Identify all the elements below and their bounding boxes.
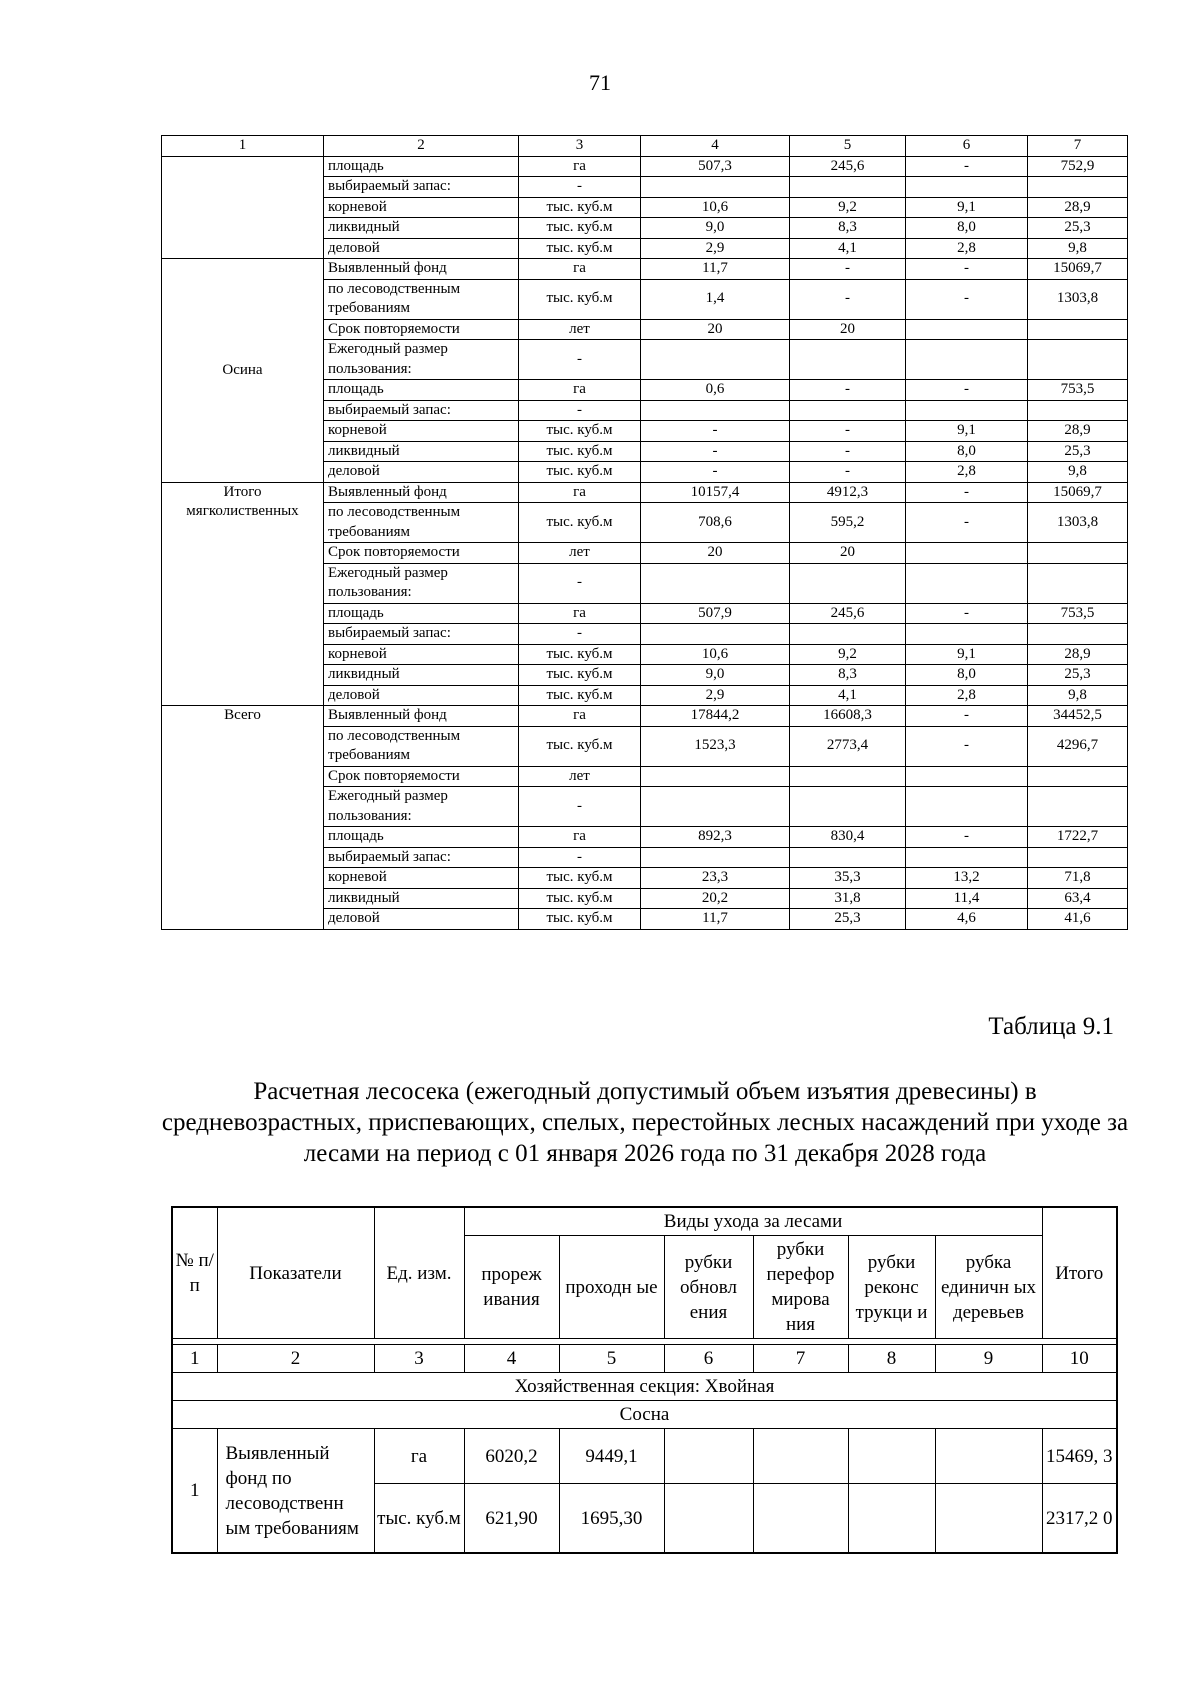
unit-cell: тыс. куб.м (519, 238, 641, 259)
header-type: проходн ые (559, 1236, 664, 1339)
value-cell: 4,1 (790, 238, 906, 259)
value-cell: - (906, 726, 1028, 766)
value-cell: 11,7 (641, 259, 790, 280)
value-cell: 63,4 (1028, 888, 1128, 909)
value-cell (1028, 177, 1128, 198)
value-cell: 17844,2 (641, 706, 790, 727)
col-number: 2 (217, 1345, 374, 1373)
value-cell (641, 787, 790, 827)
value-cell (1028, 543, 1128, 564)
value-cell: 11,7 (641, 909, 790, 930)
group-cell: Итого мягколиственных (162, 482, 324, 706)
value-cell: 25,3 (1028, 665, 1128, 686)
header-cell: 4 (641, 136, 790, 157)
indicator-cell: по лесоводственным требованиям (324, 503, 519, 543)
table-header-row (162, 136, 1128, 157)
col-number: 8 (848, 1345, 935, 1373)
value-cell: 245,6 (790, 156, 906, 177)
value-cell (906, 400, 1028, 421)
row-num: 1 (172, 1429, 217, 1554)
unit-cell: га (519, 706, 641, 727)
col-number: 10 (1042, 1345, 1117, 1373)
value-cell: 31,8 (790, 888, 906, 909)
unit-cell: лет (519, 319, 641, 340)
unit-cell: тыс. куб.м (519, 665, 641, 686)
indicator-cell: выбираемый запас: (324, 624, 519, 645)
table-row (162, 156, 1128, 177)
indicator-cell: деловой (324, 238, 519, 259)
felling-table (171, 1206, 1118, 1554)
header-indicators: Показатели (217, 1207, 374, 1339)
unit-cell: - (519, 787, 641, 827)
value-cell: - (790, 441, 906, 462)
indicator-cell: корневой (324, 421, 519, 442)
value-cell (1028, 847, 1128, 868)
unit-cell: тыс. куб.м (519, 868, 641, 889)
value-cell: 9,8 (1028, 238, 1128, 259)
value-cell: 34452,5 (1028, 706, 1128, 727)
value-cell: 8,3 (790, 218, 906, 239)
indicator-cell: Ежегодный размер пользования: (324, 340, 519, 380)
indicator-cell: Выявленный фонд (324, 482, 519, 503)
header-cell: 1 (162, 136, 324, 157)
value-cell: 753,5 (1028, 380, 1128, 401)
indicator-cell: Срок повторяемости (324, 543, 519, 564)
header-num: № п/п (172, 1207, 217, 1339)
header-cell: 5 (790, 136, 906, 157)
value-cell: 16608,3 (790, 706, 906, 727)
value-cell: - (906, 706, 1028, 727)
value-cell: 752,9 (1028, 156, 1128, 177)
value-cell: - (790, 380, 906, 401)
value-cell: 753,5 (1028, 603, 1128, 624)
value-cell: 595,2 (790, 503, 906, 543)
value-cell: 28,9 (1028, 197, 1128, 218)
value-cell: 20 (790, 543, 906, 564)
unit-cell: га (519, 603, 641, 624)
indicator-cell: деловой (324, 462, 519, 483)
value-cell (906, 787, 1028, 827)
indicator-cell: по лесоводственным требованиям (324, 279, 519, 319)
indicator-cell: ликвидный (324, 441, 519, 462)
unit-cell: га (519, 482, 641, 503)
value-cell: - (790, 462, 906, 483)
value-cell (664, 1484, 753, 1554)
value-cell (906, 624, 1028, 645)
col-number: 7 (753, 1345, 848, 1373)
value-cell: 9,8 (1028, 685, 1128, 706)
header-type: рубки реконс трукци и (848, 1236, 935, 1339)
value-cell: 15069,7 (1028, 482, 1128, 503)
value-cell: - (906, 482, 1028, 503)
value-cell (906, 563, 1028, 603)
value-cell (641, 766, 790, 787)
value-cell: 2,8 (906, 462, 1028, 483)
value-cell: - (790, 279, 906, 319)
unit-cell: га (519, 827, 641, 848)
group-cell (162, 156, 324, 259)
header-total: Итого (1042, 1207, 1117, 1339)
value-cell (1028, 766, 1128, 787)
table-row (162, 706, 1128, 727)
indicator-cell: выбираемый запас: (324, 400, 519, 421)
value-cell: - (641, 421, 790, 442)
indicator-cell: корневой (324, 644, 519, 665)
table-row (162, 259, 1128, 280)
value-cell (790, 766, 906, 787)
value-cell: 13,2 (906, 868, 1028, 889)
value-cell: 8,0 (906, 218, 1028, 239)
unit-cell: тыс. куб.м (519, 685, 641, 706)
indicator-cell: Срок повторяемости (324, 766, 519, 787)
header-type: рубка единичн ых деревьев (935, 1236, 1042, 1339)
indicator-cell: ликвидный (324, 218, 519, 239)
value-cell: 20,2 (641, 888, 790, 909)
value-cell: 15069,7 (1028, 259, 1128, 280)
value-cell (790, 787, 906, 827)
value-cell (1028, 400, 1128, 421)
value-cell (664, 1429, 753, 1484)
value-cell (641, 340, 790, 380)
value-cell: - (906, 259, 1028, 280)
value-cell: 28,9 (1028, 421, 1128, 442)
value-cell: - (641, 462, 790, 483)
value-cell: 2,9 (641, 238, 790, 259)
unit-cell: тыс. куб.м (519, 503, 641, 543)
value-cell: 20 (641, 543, 790, 564)
value-cell: 9449,1 (559, 1429, 664, 1484)
group-cell: Осина (162, 259, 324, 483)
value-cell: 507,3 (641, 156, 790, 177)
indicator-cell: выбираемый запас: (324, 177, 519, 198)
header-types-group: Виды ухода за лесами (464, 1207, 1042, 1236)
value-cell (906, 340, 1028, 380)
value-cell (790, 563, 906, 603)
unit-cell: - (519, 847, 641, 868)
unit-cell: тыс. куб.м (519, 909, 641, 930)
value-cell: 9,1 (906, 421, 1028, 442)
col-number: 3 (374, 1345, 464, 1373)
value-cell (641, 847, 790, 868)
value-cell: 10157,4 (641, 482, 790, 503)
value-cell: 4912,3 (790, 482, 906, 503)
value-cell: 4296,7 (1028, 726, 1128, 766)
value-cell: - (906, 380, 1028, 401)
col-number: 9 (935, 1345, 1042, 1373)
value-cell (906, 543, 1028, 564)
header-type: рубки обновл ения (664, 1236, 753, 1339)
unit-cell: лет (519, 543, 641, 564)
value-cell (848, 1429, 935, 1484)
value-cell: - (906, 279, 1028, 319)
value-cell: 0,6 (641, 380, 790, 401)
row-unit: га (374, 1429, 464, 1484)
indicator-cell: деловой (324, 909, 519, 930)
value-cell (790, 340, 906, 380)
value-cell: 830,4 (790, 827, 906, 848)
value-cell: 8,0 (906, 665, 1028, 686)
value-cell: 4,1 (790, 685, 906, 706)
value-cell: 2,9 (641, 685, 790, 706)
value-cell (1028, 563, 1128, 603)
indicator-cell: ликвидный (324, 888, 519, 909)
value-cell: 708,6 (641, 503, 790, 543)
header-unit: Ед. изм. (374, 1207, 464, 1339)
value-cell (641, 624, 790, 645)
total-cell: 2317,2 0 (1042, 1484, 1117, 1554)
value-cell: - (790, 259, 906, 280)
value-cell: 10,6 (641, 644, 790, 665)
header-cell: 7 (1028, 136, 1128, 157)
value-cell (1028, 624, 1128, 645)
indicator-cell: ликвидный (324, 665, 519, 686)
unit-cell: - (519, 563, 641, 603)
indicator-cell: площадь (324, 156, 519, 177)
unit-cell: - (519, 400, 641, 421)
indicator-cell: корневой (324, 868, 519, 889)
value-cell: 9,2 (790, 644, 906, 665)
header-cell: 2 (324, 136, 519, 157)
value-cell (935, 1484, 1042, 1554)
indicator-cell: по лесоводственным требованиям (324, 726, 519, 766)
value-cell (641, 177, 790, 198)
unit-cell: тыс. куб.м (519, 441, 641, 462)
header-cell: 6 (906, 136, 1028, 157)
value-cell (790, 177, 906, 198)
unit-cell: тыс. куб.м (519, 644, 641, 665)
value-cell: 23,3 (641, 868, 790, 889)
value-cell: 9,8 (1028, 462, 1128, 483)
value-cell (790, 624, 906, 645)
value-cell (641, 400, 790, 421)
value-cell: 11,4 (906, 888, 1028, 909)
value-cell: 2,8 (906, 238, 1028, 259)
indicator-cell: Ежегодный размер пользования: (324, 787, 519, 827)
value-cell: 25,3 (790, 909, 906, 930)
value-cell: - (641, 441, 790, 462)
value-cell (753, 1429, 848, 1484)
value-cell: 25,3 (1028, 441, 1128, 462)
continuation-table (161, 135, 1128, 930)
value-cell (848, 1484, 935, 1554)
value-cell: 41,6 (1028, 909, 1128, 930)
value-cell: 20 (641, 319, 790, 340)
unit-cell: га (519, 156, 641, 177)
section-row: Хозяйственная секция: Хвойная (172, 1373, 1117, 1401)
group-cell: Всего (162, 706, 324, 930)
value-cell: 4,6 (906, 909, 1028, 930)
value-cell: 1695,30 (559, 1484, 664, 1554)
value-cell (790, 400, 906, 421)
unit-cell: тыс. куб.м (519, 888, 641, 909)
value-cell: - (906, 827, 1028, 848)
value-cell: - (906, 503, 1028, 543)
value-cell: 9,0 (641, 665, 790, 686)
value-cell: 6020,2 (464, 1429, 559, 1484)
indicator-cell: Выявленный фонд (324, 706, 519, 727)
indicator-cell: Выявленный фонд (324, 259, 519, 280)
value-cell: 507,9 (641, 603, 790, 624)
row-indicator: Выявленный фонд по лесоводственн ым требованиям (217, 1429, 374, 1554)
unit-cell: га (519, 380, 641, 401)
col-number: 6 (664, 1345, 753, 1373)
value-cell: - (790, 421, 906, 442)
value-cell: 1,4 (641, 279, 790, 319)
table-label: Таблица 9.1 (988, 1013, 1114, 1040)
value-cell: 9,1 (906, 197, 1028, 218)
total-cell: 15469, 3 (1042, 1429, 1117, 1484)
value-cell (753, 1484, 848, 1554)
value-cell (1028, 340, 1128, 380)
value-cell: 2,8 (906, 685, 1028, 706)
value-cell: 8,3 (790, 665, 906, 686)
unit-cell: тыс. куб.м (519, 421, 641, 442)
value-cell (1028, 319, 1128, 340)
unit-cell: тыс. куб.м (519, 279, 641, 319)
indicator-cell: площадь (324, 603, 519, 624)
unit-cell: тыс. куб.м (519, 462, 641, 483)
col-number: 4 (464, 1345, 559, 1373)
header-type: прореж ивания (464, 1236, 559, 1339)
value-cell (906, 847, 1028, 868)
value-cell: 8,0 (906, 441, 1028, 462)
unit-cell: лет (519, 766, 641, 787)
value-cell (641, 563, 790, 603)
value-cell: 9,2 (790, 197, 906, 218)
header-type: рубки перефор мирова ния (753, 1236, 848, 1339)
value-cell: 1303,8 (1028, 279, 1128, 319)
indicator-cell: площадь (324, 827, 519, 848)
indicator-cell: деловой (324, 685, 519, 706)
value-cell: 9,1 (906, 644, 1028, 665)
table-title: Расчетная лесосека (ежегодный допустимый объем изъятия древесины) в средневозрастных, приспевающих, спелых, перестойных лесных насаждений при уходе за лесами на период с 01 января 2026 года по 31 декабря 2028 года (161, 1078, 1129, 1167)
value-cell (935, 1429, 1042, 1484)
unit-cell: га (519, 259, 641, 280)
value-cell: 10,6 (641, 197, 790, 218)
value-cell: 71,8 (1028, 868, 1128, 889)
value-cell: 20 (790, 319, 906, 340)
value-cell: 35,3 (790, 868, 906, 889)
indicator-cell: выбираемый запас: (324, 847, 519, 868)
indicator-cell: Ежегодный размер пользования: (324, 563, 519, 603)
unit-cell: - (519, 624, 641, 645)
page-number: 71 (589, 70, 611, 95)
value-cell (906, 319, 1028, 340)
table-row (162, 482, 1128, 503)
col-number: 5 (559, 1345, 664, 1373)
value-cell (906, 766, 1028, 787)
indicator-cell: корневой (324, 197, 519, 218)
value-cell: 9,0 (641, 218, 790, 239)
unit-cell: - (519, 177, 641, 198)
value-cell: 2773,4 (790, 726, 906, 766)
value-cell (1028, 787, 1128, 827)
value-cell: 621,90 (464, 1484, 559, 1554)
value-cell: 25,3 (1028, 218, 1128, 239)
value-cell (790, 847, 906, 868)
header-cell: 3 (519, 136, 641, 157)
indicator-cell: Срок повторяемости (324, 319, 519, 340)
unit-cell: тыс. куб.м (519, 218, 641, 239)
indicator-cell: площадь (324, 380, 519, 401)
value-cell: 245,6 (790, 603, 906, 624)
row-unit: тыс. куб.м (374, 1484, 464, 1554)
unit-cell: тыс. куб.м (519, 726, 641, 766)
value-cell: 28,9 (1028, 644, 1128, 665)
value-cell: 892,3 (641, 827, 790, 848)
value-cell (906, 177, 1028, 198)
col-number: 1 (172, 1345, 217, 1373)
species-row: Сосна (172, 1401, 1117, 1429)
unit-cell: тыс. куб.м (519, 197, 641, 218)
value-cell: - (906, 603, 1028, 624)
unit-cell: - (519, 340, 641, 380)
value-cell: 1523,3 (641, 726, 790, 766)
value-cell: - (906, 156, 1028, 177)
value-cell: 1722,7 (1028, 827, 1128, 848)
value-cell: 1303,8 (1028, 503, 1128, 543)
